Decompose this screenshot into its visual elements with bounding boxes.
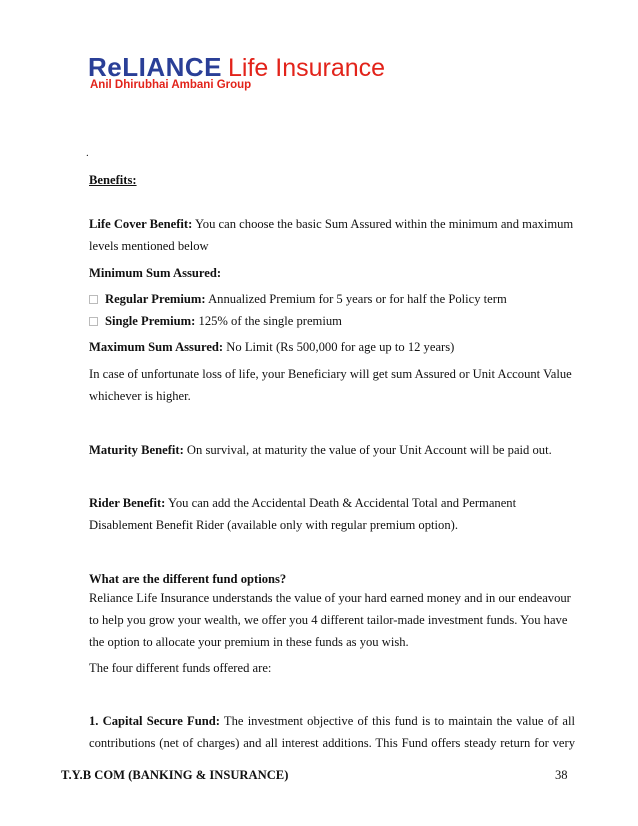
logo-group-text: Anil Dhirubhai Ambani Group: [90, 79, 252, 91]
life-cover-line-1: [89, 216, 573, 232]
capital-secure-line-2: contributions (net of charges) and all interest additions. This Fund offers steady return for very: [89, 736, 575, 750]
checkbox-bullet-icon: [89, 295, 98, 304]
maximum-sum-text: No Limit (Rs 500,000 for age up to 12 years): [223, 340, 455, 354]
capital-secure-label: 1. Capital Secure Fund:: [89, 714, 220, 728]
single-premium-text: 125% of the single premium: [195, 314, 342, 328]
fund-options-heading: What are the different fund options?: [89, 572, 287, 586]
checkbox-bullet-icon: [89, 317, 98, 326]
rider-benefit-line-2: Disablement Benefit Rider (available only with regular premium option).: [89, 518, 458, 532]
fund-options-line-2: to help you grow your wealth, we offer you 4 different tailor-made investment funds. You have: [89, 613, 568, 627]
maximum-sum-label: Maximum Sum Assured:: [89, 340, 224, 354]
life-cover-text: You can choose the basic Sum Assured within the minimum and maximum: [192, 217, 574, 231]
minimum-sum-heading: Minimum Sum Assured:: [89, 266, 222, 280]
maximum-sum-line: [89, 339, 454, 355]
rider-benefit-line-1: [89, 495, 516, 511]
single-premium-item: [89, 313, 342, 329]
logo-product-text: Life Insurance: [228, 54, 386, 82]
maturity-label: Maturity Benefit:: [89, 443, 184, 457]
reliance-logo: [88, 50, 388, 98]
fund-options-line-1: Reliance Life Insurance understands the value of your hard earned money and in our endeavour: [89, 591, 571, 605]
logo-brand-text: ReLIANCE: [88, 52, 223, 82]
rider-label: Rider Benefit:: [89, 496, 166, 510]
capital-secure-line-1: [89, 713, 575, 729]
benefits-heading: Benefits:: [89, 173, 137, 187]
regular-premium-label: Regular Premium:: [105, 292, 206, 306]
death-benefit-line-2: whichever is higher.: [89, 389, 191, 403]
capital-secure-text: The investment objective of this fund is to maintain the value of all: [219, 714, 575, 728]
death-benefit-line-1: In case of unfortunate loss of life, your Beneficiary will get sum Assured or Unit Account Value: [89, 367, 572, 381]
life-cover-label: Life Cover Benefit:: [89, 217, 193, 231]
maturity-text: On survival, at maturity the value of your Unit Account will be paid out.: [183, 443, 552, 457]
fund-options-line-3: the option to allocate your premium in these funds as you wish.: [89, 635, 409, 649]
page-number: 38: [555, 768, 568, 782]
footer-course-title: T.Y.B COM (BANKING & INSURANCE): [61, 768, 289, 782]
fund-options-line-4: The four different funds offered are:: [89, 661, 272, 675]
regular-premium-item: [89, 291, 507, 307]
stray-mark: .: [86, 147, 89, 159]
maturity-benefit-line: [89, 442, 552, 458]
life-cover-line-2: levels mentioned below: [89, 239, 209, 253]
single-premium-label: Single Premium:: [105, 314, 196, 328]
regular-premium-text: Annualized Premium for 5 years or for half the Policy term: [205, 292, 507, 306]
rider-text: You can add the Accidental Death & Accidental Total and Permanent: [165, 496, 517, 510]
